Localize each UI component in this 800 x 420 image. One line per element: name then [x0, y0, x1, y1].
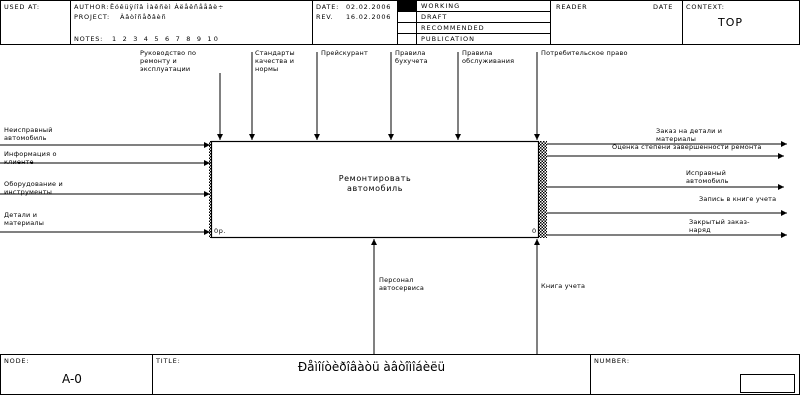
- project-label: PROJECT:: [74, 13, 110, 21]
- activity-title-line2: автомобиль: [346, 184, 404, 193]
- activity-shadow: [539, 141, 547, 238]
- title-label: TITLE:: [156, 357, 181, 365]
- output-label-3: Исправный автомобиль: [686, 169, 729, 186]
- status-draft: DRAFT: [421, 13, 448, 21]
- context-tab: [741, 375, 795, 393]
- author-value: Ëóêüÿíîâ Ìàêñèì Àëåêñååâè÷: [110, 3, 225, 11]
- footer-title-value: Ðåìîíòèðîâàòü àâòîìîáèëü: [297, 360, 446, 374]
- date-value: 02.02.2006: [346, 3, 392, 11]
- status-recommended: RECOMMENDED: [421, 24, 485, 32]
- control-label-4: Правила бухучета: [395, 49, 428, 66]
- number-label: NUMBER:: [594, 357, 630, 365]
- output-label-5: Закрытый заказ-наряд: [689, 218, 750, 235]
- input-label-2: Информация о клиенте: [4, 150, 57, 167]
- author-label: AUTHOR:: [74, 3, 110, 11]
- output-label-1: Заказ на детали и материалы: [656, 127, 723, 144]
- mechanism-arrows: [374, 239, 537, 354]
- control-label-5: Правила обслуживания: [462, 49, 515, 66]
- working-status-marker: [398, 1, 416, 11]
- node-label: NODE:: [4, 357, 30, 365]
- context-label: CONTEXT:: [686, 3, 725, 11]
- notes-label: NOTES:: [74, 35, 104, 43]
- date-label: DATE:: [316, 3, 340, 11]
- activity-number: 0: [532, 227, 537, 235]
- control-label-2: Стандарты качества и нормы: [255, 49, 295, 74]
- rev-label: REV.: [316, 13, 334, 21]
- output-label-2: Оценка степени завершенности ремонта: [612, 143, 762, 151]
- project-value: Àâòîñåðâèñ: [120, 13, 167, 21]
- rev-value: 16.02.2006: [346, 13, 392, 21]
- reader-date-label: DATE: [653, 3, 674, 11]
- reader-label: READER: [556, 3, 588, 11]
- control-label-3: Прейскурант: [321, 49, 368, 57]
- status-publication: PUBLICATION: [421, 35, 476, 43]
- activity-title: [212, 174, 538, 194]
- activity-cost: 0р.: [214, 227, 227, 235]
- context-value: TOP: [718, 16, 744, 29]
- used-at-label: USED AT:: [4, 3, 40, 11]
- node-value: A-0: [62, 372, 82, 386]
- input-label-3: Оборудование и инструменты: [4, 180, 63, 197]
- input-label-1: Неисправный автомобиль: [4, 126, 53, 143]
- output-label-4: Запись в книге учета: [699, 195, 777, 203]
- status-working: WORKING: [421, 2, 461, 10]
- control-label-6: Потребительское право: [541, 49, 628, 57]
- control-label-1: Руководство по ремонту и эксплуатации: [140, 49, 197, 74]
- activity-title-line1: Ремонтировать: [338, 174, 412, 183]
- notes-value: 1 2 3 4 5 6 7 8 9 10: [112, 35, 221, 43]
- mechanism-label-1: Персонал автосервиса: [379, 276, 425, 293]
- input-label-4: Детали и материалы: [4, 211, 45, 228]
- mechanism-label-2: Книга учета: [541, 282, 586, 290]
